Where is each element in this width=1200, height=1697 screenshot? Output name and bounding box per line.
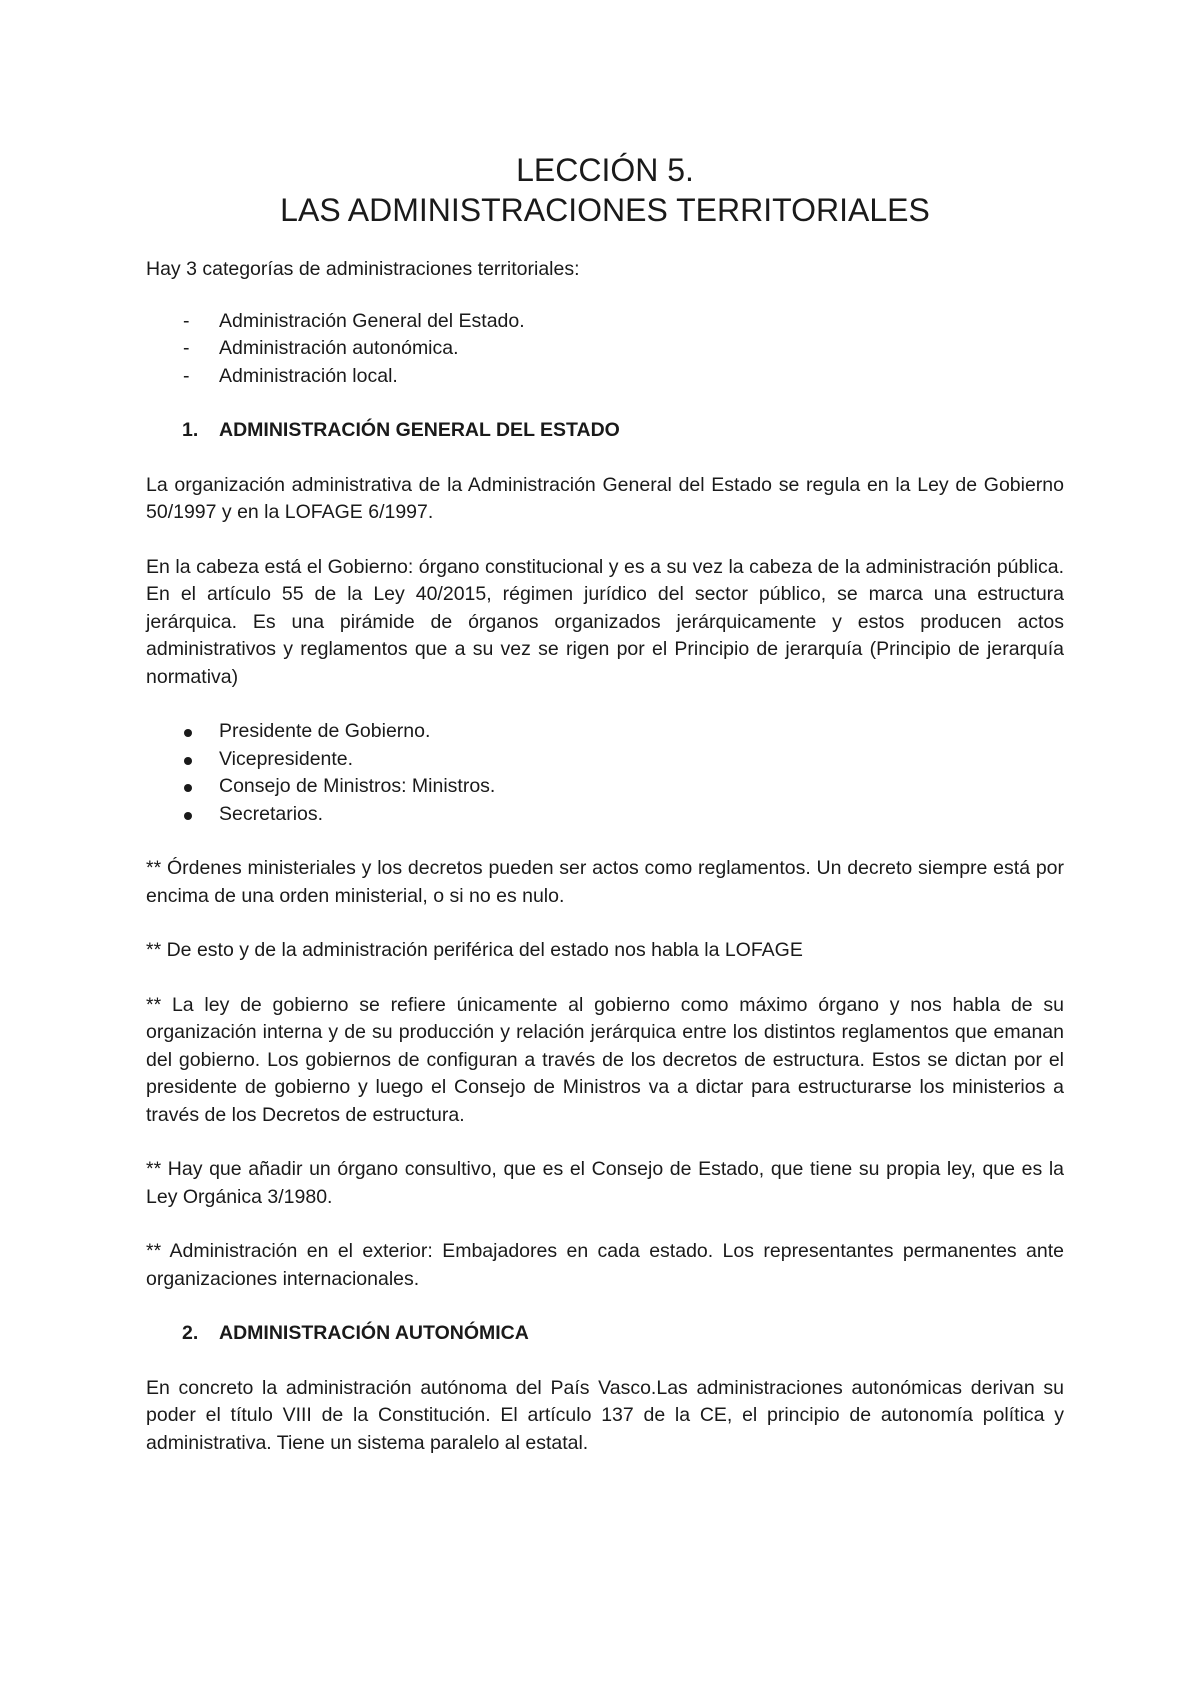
- section-title: ADMINISTRACIÓN AUTONÓMICA: [219, 1322, 529, 1344]
- list-item-text: Presidente de Gobierno.: [219, 720, 431, 742]
- list-item-text: Administración General del Estado.: [219, 309, 525, 332]
- categories-list: [146, 308, 1064, 391]
- section-number: 2.: [182, 1322, 199, 1344]
- bullet-icon: [184, 757, 192, 765]
- list-item-text: Administración local.: [219, 364, 398, 387]
- dash-marker: -: [183, 309, 190, 332]
- dash-marker: -: [183, 364, 190, 387]
- note-paragraph: ** Administración en el exterior: Embajadores en cada estado. Los representantes permanentes ante organizaciones internacionales.: [146, 1240, 1064, 1290]
- list-item: [146, 363, 1064, 391]
- list-item-text: Secretarios.: [219, 802, 324, 825]
- list-item: [146, 335, 1064, 363]
- document-page: [146, 150, 1064, 1484]
- bullet-icon: [184, 812, 192, 820]
- list-item: [146, 718, 1064, 746]
- list-item: [146, 308, 1064, 336]
- note-paragraph: ** La ley de gobierno se refiere únicamente al gobierno como máximo órgano y nos habla de su organización interna y de su producción y relación jerárquica entre los distintos reglamentos que emanan del gobierno. Los gobiernos de configuran a través de los decretos de estructura. Estos se dictan por el presidente de gobierno y luego el Consejo de Ministros va a dictar para estructurarse los ministerios a través de los Decretos de estructura.: [146, 993, 1064, 1126]
- title-line-1: LECCIÓN 5.: [516, 152, 694, 188]
- list-item: [146, 746, 1064, 774]
- note-paragraph: ** Órdenes ministeriales y los decretos pueden ser actos como reglamentos. Un decreto siempre está por encima de una orden ministerial, o si no es nulo.: [146, 857, 1064, 907]
- note-paragraph: ** De esto y de la administración periférica del estado nos habla la LOFAGE: [146, 939, 803, 961]
- dash-marker: -: [183, 337, 190, 359]
- section-1-heading: [146, 417, 1064, 445]
- list-item: [146, 773, 1064, 801]
- section-title: ADMINISTRACIÓN GENERAL DEL ESTADO: [219, 419, 620, 441]
- list-item: [146, 801, 1064, 829]
- government-bodies-list: [146, 718, 1064, 828]
- list-item-text: Consejo de Ministros: Ministros.: [219, 775, 496, 797]
- list-item-text: Vicepresidente.: [219, 747, 354, 770]
- list-item-text: Administración autonómica.: [219, 337, 459, 359]
- section-2-heading: [146, 1320, 1064, 1348]
- note-paragraph: ** Hay que añadir un órgano consultivo, que es el Consejo de Estado, que tiene su propia ley, que es la Ley Orgánica 3/1980.: [146, 1158, 1064, 1208]
- bullet-icon: [184, 729, 192, 737]
- document-title: [146, 150, 1064, 230]
- section-1-paragraph-1: La organización administrativa de la Administración General del Estado se regula en la Ley de Gobierno 50/1997 y en la LOFAGE 6/1997.: [146, 473, 1064, 523]
- bullet-icon: [184, 784, 192, 792]
- section-2-paragraph-1: En concreto la administración autónoma del País Vasco.Las administraciones autonómicas derivan su poder el título VIII de la Constitución. El artículo 137 de la CE, el principio de autonomía política y administrativa. Tiene un sistema paralelo al estatal.: [146, 1376, 1064, 1454]
- title-line-2: LAS ADMINISTRACIONES TERRITORIALES: [280, 192, 930, 228]
- section-1-paragraph-2: En la cabeza está el Gobierno: órgano constitucional y es a su vez la cabeza de la administración pública. En el artículo 55 de la Ley 40/2015, régimen jurídico del sector público, se marca una estructura jerárquica. Es una pirámide de órganos organizados jerárquicamente y estos producen actos administrativos y reglamentos que a su vez se rigen por el Principio de jerarquía (Principio de jerarquía normativa): [146, 555, 1064, 688]
- intro-paragraph: Hay 3 categorías de administraciones territoriales:: [146, 258, 580, 280]
- section-number: 1.: [182, 419, 199, 441]
